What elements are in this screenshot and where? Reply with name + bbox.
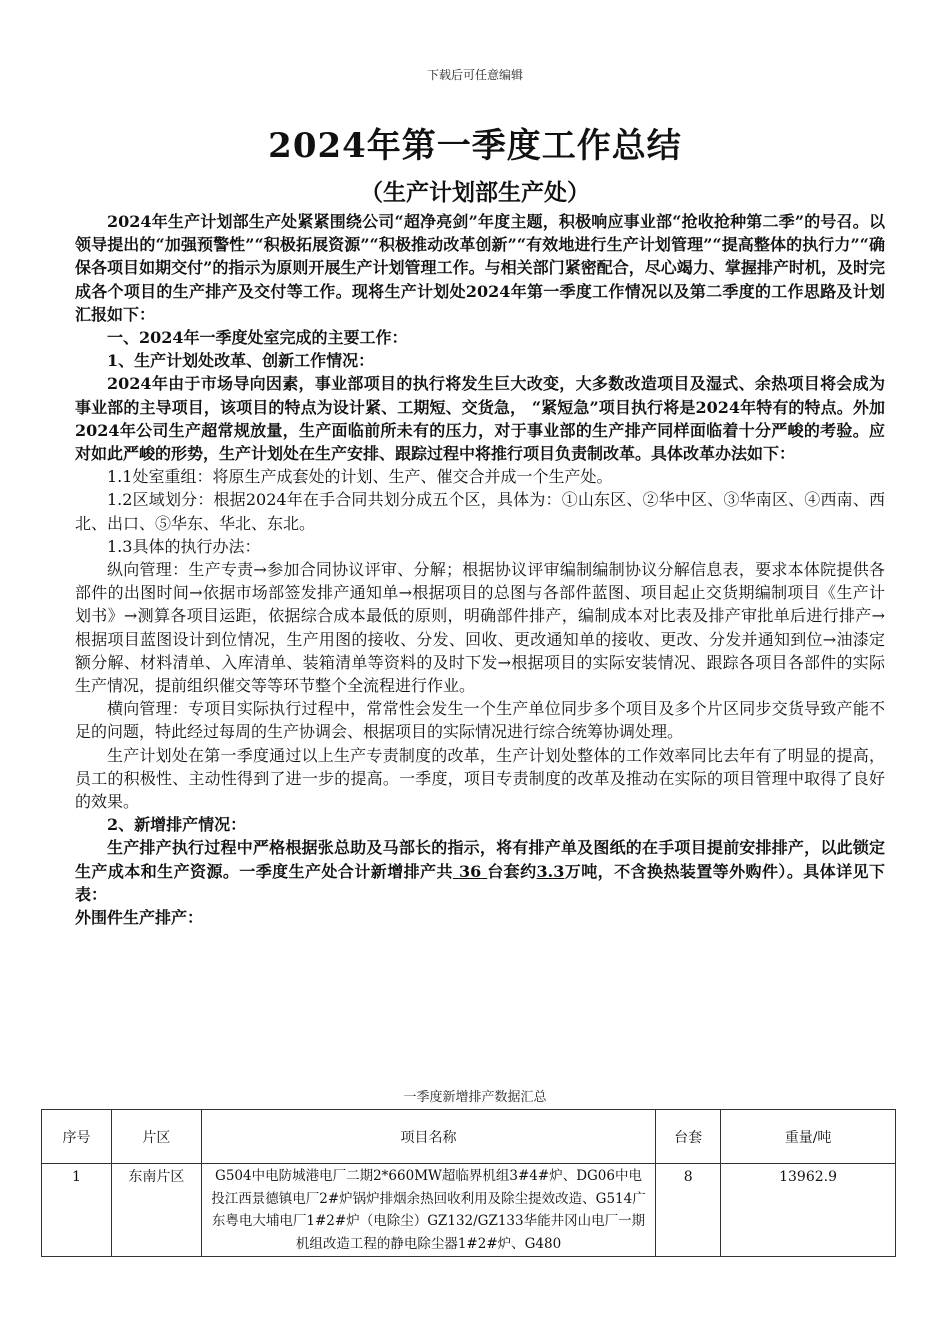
scheduling-table <box>41 1109 896 1257</box>
vertical-management-paragraph: 纵向管理：生产专责→参加合同协议评审、分解；根据协议评审编制编制协议分解信息表，要求本体院提供各部件的出图时间→依据市场部签发排产通知单→根据项目的总图与各部件蓝图、项目起止交货期编制项目《生产计划书》→测算各项目运距，依据综合成本最低的原则，明确部件排产，编制成本对比表及排产审批单后进行排产→根据项目蓝图设计到位情况，生产用图的接收、分发、回收、更改通知单的接收、更改、分发并通知到位→油漆定额分解、材料清单、入库清单、装箱清单等资料的及时下发→根据项目的实际安装情况、跟踪各项目各部件的实际生产情况，提前组织催交等等环节整个全流程进行作业。 <box>75 560 885 696</box>
reform-paragraph: 2024年由于市场导向因素，事业部项目的执行将发生巨大改变，大多数改造项目及湿式、余热项目将会成为事业部的主导项目，该项目的特点为设计紧、工期短、交货急， “紧短急”项目执行将是2024年特有的特点。外加2024年公司生产超常规放量，生产面临前所未有的压力，对于事业部的生产排产同样面临着十分严峻的考验。应对如此严峻的形势，生产计划处在生产安排、跟踪过程中将推行项目负责制改革。具体改革办法如下： <box>75 374 885 464</box>
table-caption: 一季度新增排产数据汇总 <box>403 1090 547 1105</box>
paragraph-1-3: 1.3具体的执行办法： <box>107 536 261 556</box>
header-sets: 台套 <box>656 1110 721 1164</box>
new-scheduling-weight: 3.3 <box>536 861 565 881</box>
paragraph-1-1: 1.1处室重组：将原生产成套处的计划、生产、催交合并成一个生产处。 <box>107 467 613 487</box>
header-note: 下载后可任意编辑 <box>426 68 523 82</box>
table-row <box>42 1164 896 1257</box>
new-scheduling-text-b: 台套约 <box>487 861 537 881</box>
intro-paragraph: 2024年生产计划部生产处紧紧围绕公司“超净亮剑”年度主题，积极响应事业部“抢收抢种第二季”的号召。以领导提出的“加强预警性”“积极拓展资源”“积极推动改革创新”“有效地进行生产计划管理”“提高整体的执行力”“确保各项目如期交付”的指示为原则开展生产计划管理工作。与相关部门紧密配合，尽心竭力、掌握排产时机，及时完成各个项目的生产排产及交付等工作。现将生产计划处2024年第一季度工作情况以及第二季度的工作思路及计划汇报如下： <box>75 212 885 324</box>
outer-parts-heading: 外围件生产排产： <box>75 908 204 928</box>
new-scheduling-text-c: 万吨，不含换热装置等外购件）。具体详见下表： <box>75 861 885 904</box>
paragraph-1-2: 1.2区域划分：根据2024年在手合同共划分成五个区，具体为：①山东区、②华中区、③华南区、④西南、西北、出口、⑤华东、华北、东北。 <box>75 490 885 533</box>
cell-no: 1 <box>42 1164 112 1257</box>
horizontal-management-paragraph: 横向管理：专项目实际执行过程中，常常性会发生一个生产单位同步多个项目及多个片区同步交货导致产能不足的问题，特此经过每周的生产协调会、根据项目的实际情况进行综合统筹协调处理。 <box>75 699 885 742</box>
section-heading-1: 一、2024年一季度处室完成的主要工作： <box>107 328 408 348</box>
reform-effect-paragraph: 生产计划处在第一季度通过以上生产专责制度的改革，生产计划处整体的工作效率同比去年有了明显的提高，员工的积极性、主动性得到了进一步的提高。一季度，项目专责制度的改革及推动在实际的项目管理中取得了良好的效果。 <box>75 745 885 812</box>
cell-sets: 8 <box>656 1164 721 1257</box>
header-region: 片区 <box>111 1110 201 1164</box>
header-weight: 重量/吨 <box>721 1110 896 1164</box>
cell-project: G504中电防城港电厂二期2*660MW超临界机组3#4#炉、DG06中电投江西景德镇电厂2#炉锅炉排烟余热回收利用及除尘提效改造、G514广东粤电大埔电厂1#2#炉（电除尘）GZ132/GZ133华能井冈山电厂一期机组改造工程的静电除尘器1#2#炉、G480 <box>201 1164 655 1257</box>
new-scheduling-paragraph <box>75 836 885 906</box>
new-scheduling-text-a: 生产排产执行过程中严格根据张总助及马部长的指示，将有排产单及图纸的在手项目提前安排排产，以此锁定生产成本和生产资源。一季度生产处合计新增排产共 <box>75 838 885 881</box>
document-title: 2024年第一季度工作总结 <box>268 126 682 166</box>
document-subtitle: （生产计划部生产处） <box>360 179 590 206</box>
header-project: 项目名称 <box>201 1110 655 1164</box>
subsection-heading-reform: 1、生产计划处改革、创新工作情况： <box>107 351 375 371</box>
cell-region: 东南片区 <box>111 1164 201 1257</box>
document-body <box>75 210 885 929</box>
new-scheduling-count: 36 <box>458 861 482 881</box>
cell-weight: 13962.9 <box>721 1164 896 1257</box>
table-header-row <box>42 1110 896 1164</box>
subsection-heading-new: 2、新增排产情况： <box>107 815 247 835</box>
header-no: 序号 <box>42 1110 112 1164</box>
